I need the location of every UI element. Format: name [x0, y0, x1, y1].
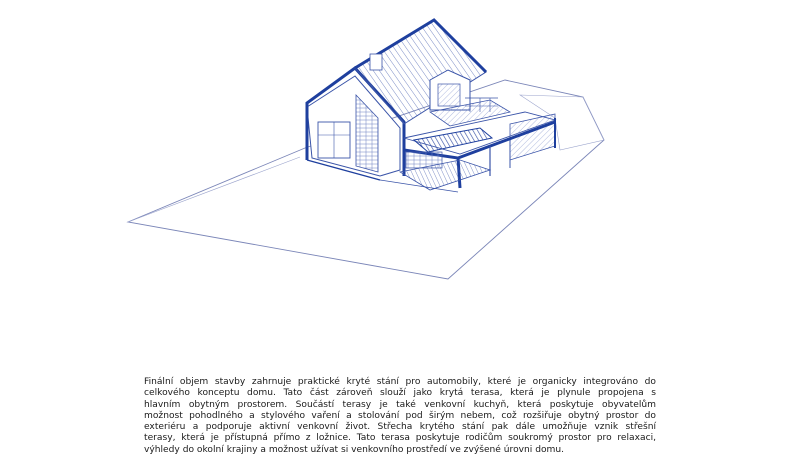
description-line: terasy, která je přístupná přímo z ložnice. Tato terasa poskytuje rodičům soukromý prostor pro relaxaci,	[144, 433, 656, 444]
description-line: exteriéru a podporuje aktivní venkovní život. Střecha krytého stání pak dále umožňuje vznik střešní	[144, 422, 656, 433]
description-line: výhledy do okolní krajiny a možnost užívat si venkovního prostředí ve zvýšené úrovni domu.	[144, 444, 565, 455]
project-description	[144, 377, 656, 456]
description-line: Finální objem stavby zahrnuje praktické kryté stání pro automobily, které je organicky integrováno do	[144, 377, 656, 387]
description-line: hlavním obytným prostorem. Součástí terasy je také venkovní kuchyň, která poskytuje obyvatelům	[144, 399, 656, 410]
chimney	[370, 54, 382, 70]
description-line: možnost pohodlného a stylového vaření a stolování pod širým nebem, což rozšiřuje obytný prostor do	[144, 410, 656, 421]
description-line: celkového konceptu domu. Tato část zároveň slouží jako krytá terasa, která je plynule propojena s	[144, 388, 656, 399]
